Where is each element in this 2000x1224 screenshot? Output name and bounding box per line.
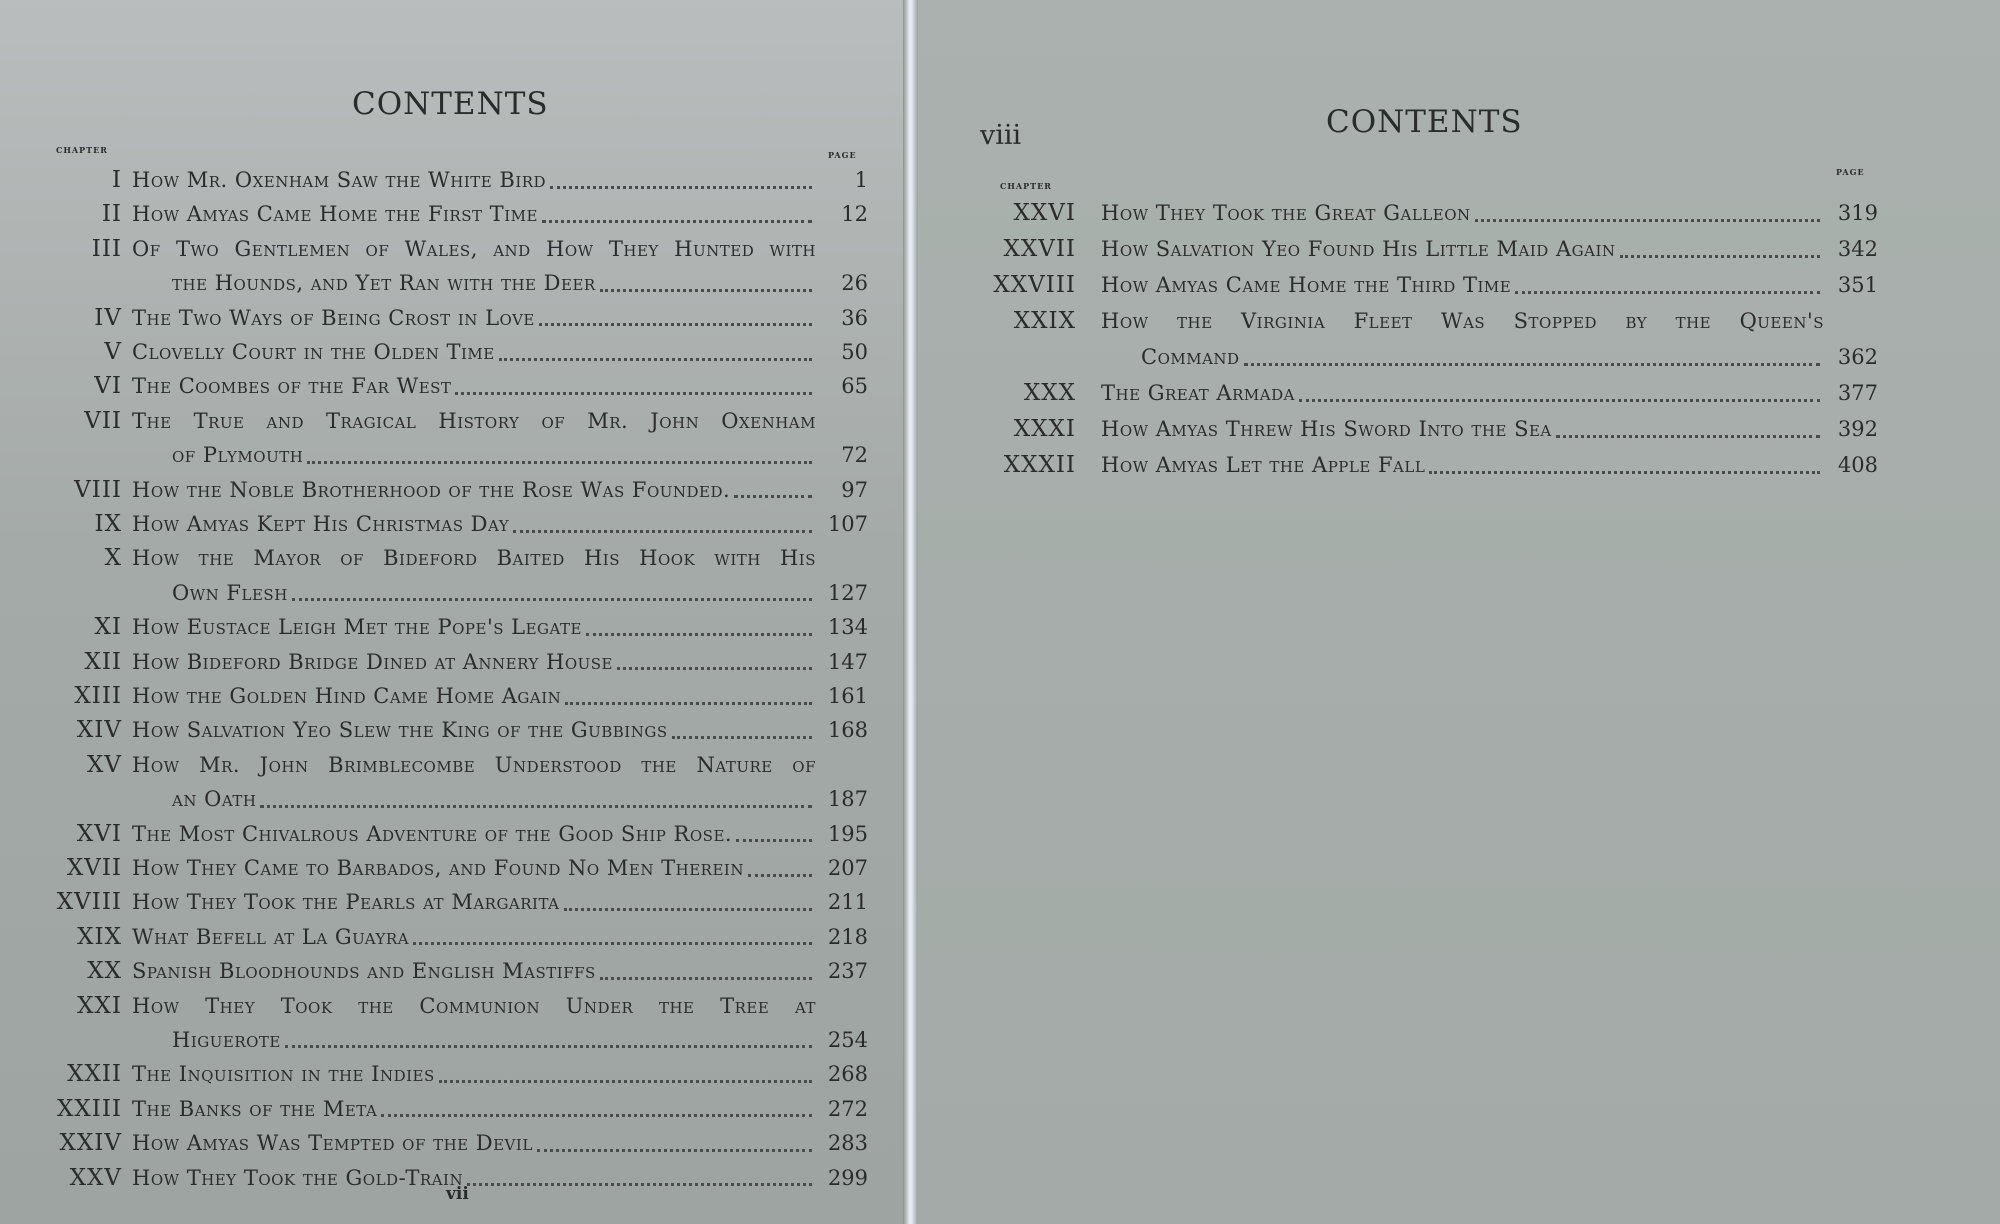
chapter-title-text: Spanish Bloodhounds and English Mastiffs [132, 959, 596, 984]
dot-leader [260, 805, 812, 808]
page-number: 377 [1837, 381, 1878, 405]
page-number: 207 [827, 856, 868, 880]
chapter-number: XXIII [56, 1095, 122, 1122]
toc-entry [0, 301, 903, 335]
page-number: 72 [841, 443, 868, 468]
toc-entry [918, 232, 2000, 268]
chapter-title-text: The Great Armada [1101, 381, 1295, 405]
toc-entry [0, 163, 903, 197]
chapter-number: XXIV [59, 1130, 122, 1157]
chapter-title-text: How Salvation Yeo Slew the King of the Gubbings [132, 718, 668, 743]
dot-leader [586, 633, 812, 636]
chapter-number: XV [87, 751, 122, 778]
chapter-title-text: How Mr. John Brimblecombe Understood the Nature of [132, 752, 816, 777]
dot-leader [539, 323, 812, 326]
page-number: 50 [841, 340, 868, 364]
dot-leader [672, 736, 812, 739]
toc-entry [0, 232, 903, 301]
chapter-title-text: How Amyas Kept His Christmas Day [132, 512, 510, 536]
chapter-title-line [132, 885, 816, 919]
chapter-number: XXXI [1013, 416, 1076, 442]
dot-leader [1244, 363, 1820, 366]
chapter-title-text: The Most Chivalrous Adventure of the Good Ship Rose. [132, 821, 733, 846]
toc-entry [0, 920, 903, 954]
dot-leader [748, 874, 812, 877]
chapter-title-text: What Befell at La Guayra [132, 924, 410, 949]
chapter-title-line [1101, 268, 1824, 302]
toc-entry [0, 989, 903, 1058]
dot-leader [734, 495, 812, 498]
page-folio: vii [446, 1184, 469, 1204]
chapter-number: XVII [66, 855, 122, 881]
chapter-title-line [132, 851, 816, 885]
page-column-label: page [1836, 164, 1865, 178]
toc-entry [0, 851, 903, 885]
page-number: 168 [827, 718, 868, 743]
chapter-title-line [132, 404, 816, 438]
page-number: 147 [827, 649, 868, 674]
chapter-number: XIX [77, 923, 122, 950]
chapter-number: I [111, 167, 122, 193]
page-number: 299 [827, 1165, 868, 1190]
page-number: 351 [1837, 273, 1878, 297]
dot-leader [1556, 435, 1820, 438]
dot-leader [1620, 255, 1820, 258]
contents-title: CONTENTS [352, 86, 549, 122]
chapter-number: XXVIII [993, 272, 1076, 298]
chapter-title-line [132, 679, 816, 713]
dot-leader [564, 908, 812, 911]
chapter-title-line [132, 1126, 816, 1160]
page-number: 161 [827, 684, 868, 708]
chapter-title-line [1101, 232, 1824, 266]
chapter-title-line [132, 335, 816, 369]
chapter-number: XXVI [1013, 200, 1076, 226]
dot-leader [499, 358, 812, 361]
page-number: 268 [827, 1062, 868, 1087]
chapter-title-text: How the Golden Hind Came Home Again [132, 684, 562, 708]
dot-leader [413, 942, 812, 945]
chapter-title-text: How Amyas Came Home the First Time [132, 202, 538, 227]
chapter-number: X [104, 545, 122, 572]
toc-entry [0, 1126, 903, 1160]
page-number: 127 [827, 580, 868, 605]
chapter-number: XIII [74, 683, 122, 709]
chapter-title-line [132, 1092, 816, 1126]
page-number: 408 [1837, 453, 1878, 477]
page-number: 12 [841, 202, 868, 227]
chapter-title-text: Of Two Gentlemen of Wales, and How They Hunted with [132, 236, 816, 261]
dot-leader [550, 186, 812, 189]
dot-leader [565, 702, 812, 705]
chapter-number: XXVII [1003, 236, 1076, 262]
chapter-title-line [132, 817, 816, 851]
chapter-number: VIII [74, 476, 122, 503]
chapter-number: XXXII [1003, 452, 1076, 478]
chapter-title-text: The True and Tragical History of Mr. John Oxenham [132, 408, 816, 433]
chapter-title-text: How Amyas Came Home the Third Time [1101, 273, 1512, 297]
chapter-number: IX [94, 511, 122, 537]
dot-leader [513, 530, 812, 533]
chapter-column-label: chapter [56, 142, 108, 156]
page-number: 237 [827, 959, 868, 984]
chapter-title-text: Clovelly Court in the Olden Time [132, 340, 495, 364]
chapter-title-line [172, 266, 816, 300]
right-page [918, 0, 2000, 1224]
chapter-title-text: How the Virginia Fleet Was Stopped by the Queen's [1101, 309, 1824, 333]
left-page [0, 0, 903, 1224]
chapter-number: XXI [77, 992, 122, 1019]
toc-entry [918, 412, 2000, 448]
toc-entry [0, 1057, 903, 1091]
chapter-number: XX [87, 958, 122, 985]
chapter-title-line [132, 541, 816, 575]
toc-entry [0, 817, 903, 851]
dot-leader [537, 1149, 812, 1152]
chapter-title-line [172, 1023, 816, 1057]
chapter-number: XXX [1023, 380, 1076, 406]
chapter-title-text: Higuerote [172, 1027, 281, 1052]
toc-entry [918, 304, 2000, 376]
chapter-title-line [132, 473, 816, 507]
page-number: 392 [1837, 417, 1878, 441]
chapter-title-text: How Amyas Let the Apple Fall [1101, 453, 1426, 477]
toc-entry [0, 748, 903, 817]
chapter-title-line [132, 920, 816, 954]
chapter-title-text: How the Mayor of Bideford Baited His Hook with His [132, 546, 816, 571]
toc-entry [918, 268, 2000, 304]
chapter-number: XVIII [56, 889, 122, 916]
chapter-title-text: How They Came to Barbados, and Found No Men Therein [132, 856, 744, 880]
toc-entry [0, 369, 903, 403]
dot-leader [455, 392, 812, 395]
toc-entry [0, 404, 903, 473]
chapter-title-line [132, 507, 816, 541]
chapter-number: II [101, 201, 122, 228]
chapter-number: XII [84, 648, 122, 675]
chapter-title-line [132, 1057, 816, 1091]
dot-leader [439, 1080, 812, 1083]
chapter-number: XXV [69, 1164, 122, 1191]
chapter-title-line [1101, 448, 1824, 482]
page-number: 254 [827, 1027, 868, 1052]
chapter-title-line [1101, 376, 1824, 410]
chapter-title-line [1101, 304, 1824, 338]
chapter-title-text: Own Flesh [172, 580, 288, 605]
chapter-column-label: chapter [1000, 178, 1052, 192]
chapter-title-text: The Inquisition in the Indies [132, 1062, 435, 1087]
chapter-title-line [132, 197, 816, 231]
page-number: 65 [841, 374, 868, 399]
contents-title: CONTENTS [1326, 104, 1523, 140]
chapter-number: XXIX [1013, 308, 1076, 334]
chapter-title-line [132, 748, 816, 782]
chapter-title-text: How Eustace Leigh Met the Pope's Legate [132, 615, 583, 640]
chapter-title-text: The Two Ways of Being Crost in Love [132, 305, 535, 330]
chapter-title-line [172, 438, 816, 472]
dot-leader [467, 1183, 812, 1186]
chapter-number: V [104, 339, 122, 365]
chapter-number: VI [94, 373, 122, 400]
chapter-title-line [1101, 412, 1824, 446]
chapter-title-line [172, 782, 816, 816]
page-number: 195 [827, 821, 868, 846]
dot-leader [542, 220, 812, 223]
chapter-number: XVI [76, 820, 122, 847]
toc-entry [0, 679, 903, 713]
dot-leader [617, 667, 812, 670]
dot-leader [285, 1045, 812, 1048]
page-number: 218 [827, 924, 868, 949]
page-number: 187 [827, 787, 868, 812]
book-gutter [903, 0, 918, 1224]
chapter-title-text: How They Took the Great Galleon [1101, 201, 1471, 225]
page-number: 97 [841, 477, 868, 502]
toc-entry [0, 645, 903, 679]
chapter-number: IV [94, 304, 122, 331]
chapter-title-text: The Banks of the Meta [132, 1096, 378, 1121]
page-number: 1 [854, 168, 868, 192]
dot-leader [307, 461, 812, 464]
chapter-title-text: The Coombes of the Far West [132, 374, 452, 399]
chapter-number: XIV [76, 717, 122, 744]
toc-entry [0, 541, 903, 610]
chapter-title-line [132, 989, 816, 1023]
page-number: 211 [827, 890, 868, 915]
page-number: 107 [827, 512, 868, 536]
chapter-title-text: How Amyas Threw His Sword Into the Sea [1101, 417, 1552, 441]
chapter-title-line [132, 954, 816, 988]
chapter-title-text: an Oath [172, 787, 257, 812]
chapter-title-text: Command [1141, 345, 1240, 369]
dot-leader [600, 977, 812, 980]
dot-leader [600, 289, 812, 292]
dot-leader [736, 839, 812, 842]
toc-entry [0, 1092, 903, 1126]
toc-entry [0, 197, 903, 231]
chapter-title-line [132, 369, 816, 403]
chapter-number: XXII [67, 1061, 122, 1088]
chapter-title-line [132, 610, 816, 644]
chapter-title-line [132, 232, 816, 266]
chapter-title-text: How Mr. Oxenham Saw the White Bird [132, 168, 547, 192]
chapter-title-text: How the Noble Brotherhood of the Rose Was Founded. [132, 477, 731, 502]
toc-entry [918, 448, 2000, 484]
chapter-title-line [1141, 340, 1824, 374]
page-column-label: page [828, 147, 857, 161]
chapter-title-line [132, 713, 816, 747]
chapter-number: XI [94, 614, 122, 641]
chapter-title-line [172, 576, 816, 610]
toc-entry [0, 713, 903, 747]
dot-leader [1515, 291, 1820, 294]
dot-leader [1475, 219, 1820, 222]
chapter-title-text: How Bideford Bridge Dined at Annery House [132, 649, 614, 674]
dot-leader [1299, 399, 1820, 402]
chapter-title-text: How They Took the Gold-Train [132, 1165, 464, 1190]
toc-entry [918, 376, 2000, 412]
chapter-title-text: How Salvation Yeo Found His Little Maid Again [1101, 237, 1616, 261]
chapter-title-line [132, 1161, 816, 1195]
page-folio: viii [980, 120, 1022, 151]
toc-entry [918, 196, 2000, 232]
chapter-title-line [132, 301, 816, 335]
chapter-title-line [132, 645, 816, 679]
page-number: 342 [1837, 237, 1878, 261]
toc-entry [0, 885, 903, 919]
toc-entry [0, 473, 903, 507]
page-number: 319 [1837, 201, 1878, 225]
chapter-title-text: of Plymouth [172, 443, 304, 468]
dot-leader [1429, 471, 1820, 474]
dot-leader [292, 598, 812, 601]
toc-entry [0, 610, 903, 644]
chapter-title-line [132, 163, 816, 197]
chapter-title-text: How They Took the Pearls at Margarita [132, 890, 560, 915]
dot-leader [381, 1114, 812, 1117]
page-number: 362 [1837, 345, 1878, 369]
page-number: 134 [827, 615, 868, 640]
chapter-title-text: the Hounds, and Yet Ran with the Deer [172, 271, 596, 296]
page-number: 26 [841, 271, 868, 296]
toc-entry [0, 507, 903, 541]
chapter-title-text: How They Took the Communion Under the Tree at [132, 993, 816, 1018]
page-number: 272 [827, 1096, 868, 1121]
chapter-title-text: How Amyas Was Tempted of the Devil [132, 1131, 533, 1156]
page-number: 283 [827, 1131, 868, 1156]
page-number: 36 [841, 305, 868, 330]
chapter-number: III [91, 235, 122, 262]
chapter-number: VII [84, 407, 122, 434]
chapter-title-line [1101, 196, 1824, 230]
toc-entry [0, 335, 903, 369]
toc-entry [0, 954, 903, 988]
